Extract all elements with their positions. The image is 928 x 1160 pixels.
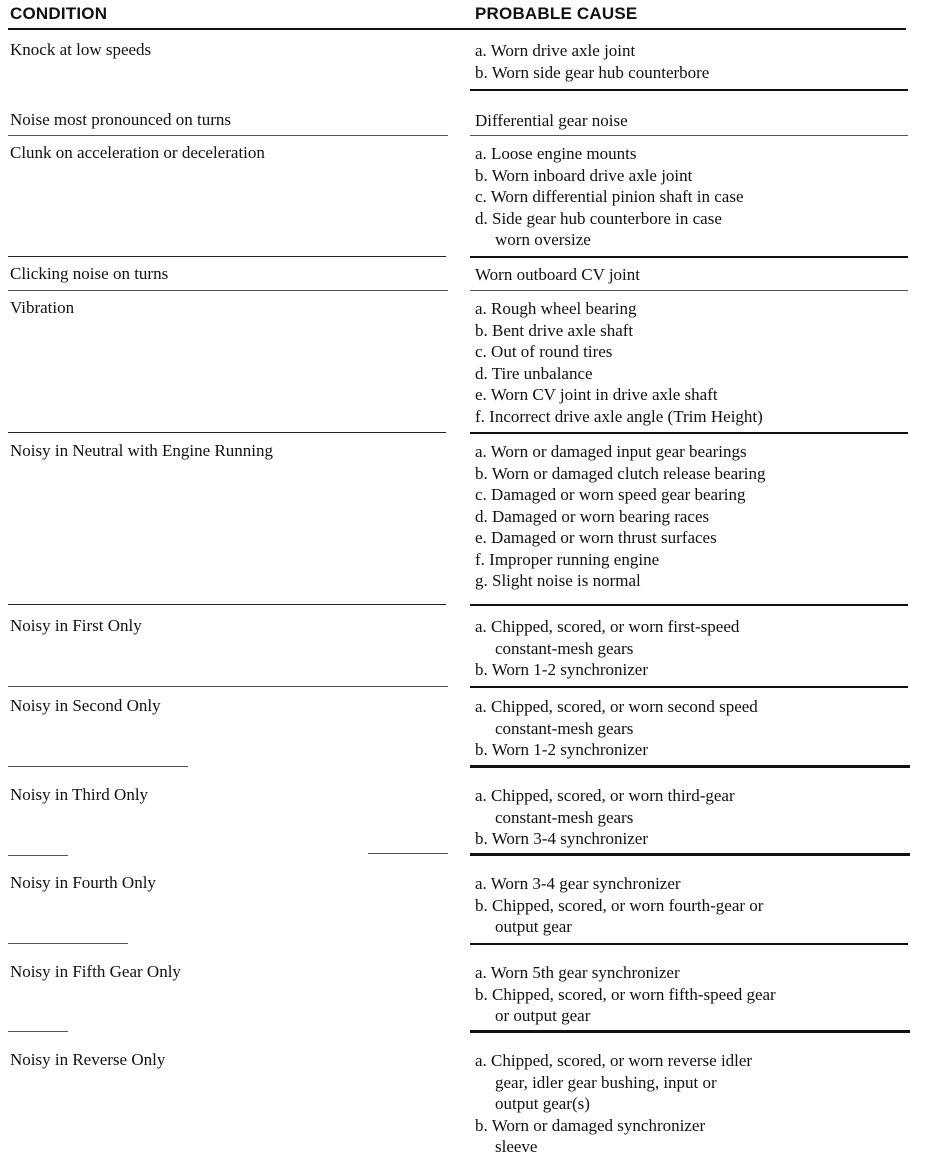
cause-list: [475, 264, 905, 286]
cause-continuation: gear, idler gear bushing, input or: [495, 1072, 717, 1092]
cause-list: [475, 40, 905, 83]
row-divider: [470, 290, 908, 291]
cause-item: b. Worn side gear hub counterbore: [475, 62, 710, 82]
cause-item: b. Chipped, scored, or worn fifth-speed gear: [475, 984, 776, 1004]
cause-item: e. Worn CV joint in drive axle shaft: [475, 385, 718, 404]
condition-cell: Knock at low speeds: [10, 40, 152, 59]
cause-item: a. Chipped, scored, or worn third-gear: [475, 786, 735, 805]
row-divider: [470, 135, 908, 136]
condition-cell: Noisy in Fourth Only: [10, 873, 156, 892]
cause-item: a. Worn 5th gear synchronizer: [475, 963, 680, 982]
row-divider: [8, 766, 188, 767]
row-divider: [470, 853, 910, 856]
row-divider: [8, 686, 448, 687]
row-divider: [8, 432, 446, 433]
row-divider: [8, 135, 448, 136]
cause-item: a. Worn or damaged input gear bearings: [475, 442, 747, 461]
cause-list: [475, 143, 905, 251]
condition-cell: Noisy in Third Only: [10, 785, 149, 804]
cause-item: b. Worn 3-4 synchronizer: [475, 829, 648, 848]
cause-continuation: constant-mesh gears: [495, 638, 634, 658]
cause-list: [475, 873, 905, 938]
cause-item: a. Loose engine mounts: [475, 144, 637, 163]
cause-continuation: output gear: [495, 917, 572, 936]
cause-list: [475, 785, 905, 850]
row-divider: [470, 604, 908, 606]
condition-cell: Noisy in Second Only: [10, 696, 161, 715]
cause-item: [475, 1072, 905, 1094]
condition-cell: Noisy in Fifth Gear Only: [10, 962, 181, 981]
row-divider: [8, 855, 68, 856]
row-divider: [8, 943, 128, 944]
cause-list: [475, 441, 905, 592]
cause-continuation: sleeve: [495, 1137, 538, 1156]
cause-item: [475, 916, 905, 938]
row-divider: [368, 853, 448, 854]
cause-list: [475, 1050, 905, 1158]
row-divider: [470, 256, 908, 258]
cause-item: f. Improper running engine: [475, 549, 660, 569]
cause-item: [475, 718, 905, 740]
cause-item: Worn outboard CV joint: [475, 265, 641, 284]
condition-cell: Vibration: [10, 298, 75, 317]
cause-item: Differential gear noise: [475, 111, 628, 130]
cause-list: [475, 298, 905, 427]
cause-list: [475, 696, 905, 761]
condition-cell: Noisy in First Only: [10, 616, 142, 635]
cause-item: [475, 1093, 905, 1115]
row-divider: [470, 943, 908, 945]
cause-item: e. Damaged or worn thrust surfaces: [475, 528, 717, 547]
row-divider: [8, 290, 448, 291]
row-divider: [8, 1031, 68, 1032]
cause-item: c. Worn differential pinion shaft in case: [475, 187, 744, 206]
cause-continuation: constant-mesh gears: [495, 718, 634, 738]
header-rule: [8, 28, 906, 30]
condition-cell: Noisy in Reverse Only: [10, 1050, 166, 1069]
cause-item: a. Worn 3-4 gear synchronizer: [475, 874, 681, 893]
cause-continuation: worn oversize: [495, 230, 591, 249]
table-header: [8, 4, 908, 30]
cause-item: a. Rough wheel bearing: [475, 299, 637, 318]
cause-item: c. Damaged or worn speed gear bearing: [475, 485, 746, 504]
cause-item: b. Worn inboard drive axle joint: [475, 165, 693, 185]
cause-item: a. Chipped, scored, or worn reverse idler: [475, 1051, 753, 1070]
cause-list: [475, 616, 905, 681]
cause-item: [475, 1136, 905, 1158]
probable-cause-column-header: PROBABLE CAUSE: [475, 4, 638, 23]
cause-item: b. Worn or damaged synchronizer: [475, 1115, 706, 1135]
cause-item: b. Worn 1-2 synchronizer: [475, 740, 648, 759]
row-divider: [470, 765, 910, 768]
cause-item: g. Slight noise is normal: [475, 571, 641, 590]
cause-item: b. Chipped, scored, or worn fourth-gear or: [475, 895, 764, 915]
cause-item: a. Worn drive axle joint: [475, 41, 636, 60]
cause-item: d. Tire unbalance: [475, 363, 593, 383]
cause-item: d. Damaged or worn bearing races: [475, 506, 710, 526]
row-divider: [470, 89, 908, 91]
row-divider: [470, 1030, 910, 1033]
cause-list: [475, 962, 905, 1027]
condition-cell: Clunk on acceleration or deceleration: [10, 143, 265, 162]
cause-item: [475, 638, 905, 660]
condition-cell: Noisy in Neutral with Engine Running: [10, 441, 274, 460]
cause-item: d. Side gear hub counterbore in case: [475, 208, 722, 228]
row-divider: [8, 256, 446, 257]
condition-column-header: CONDITION: [10, 4, 108, 23]
cause-item: a. Chipped, scored, or worn second speed: [475, 697, 758, 716]
cause-item: b. Worn 1-2 synchronizer: [475, 660, 648, 679]
cause-item: b. Bent drive axle shaft: [475, 320, 634, 340]
cause-continuation: constant-mesh gears: [495, 807, 634, 827]
cause-item: [475, 229, 905, 251]
cause-item: f. Incorrect drive axle angle (Trim Height): [475, 406, 763, 426]
row-divider: [470, 432, 908, 434]
cause-item: b. Worn or damaged clutch release bearing: [475, 463, 766, 483]
cause-item: c. Out of round tires: [475, 342, 613, 361]
cause-list: [475, 110, 905, 132]
row-divider: [470, 686, 908, 688]
condition-cell: Noise most pronounced on turns: [10, 110, 231, 129]
row-divider: [8, 604, 446, 605]
cause-item: a. Chipped, scored, or worn first-speed: [475, 617, 740, 636]
cause-continuation: or output gear: [495, 1006, 591, 1025]
cause-item: [475, 807, 905, 829]
cause-continuation: output gear(s): [495, 1094, 590, 1113]
cause-item: [475, 1005, 905, 1027]
condition-cell: Clicking noise on turns: [10, 264, 169, 283]
